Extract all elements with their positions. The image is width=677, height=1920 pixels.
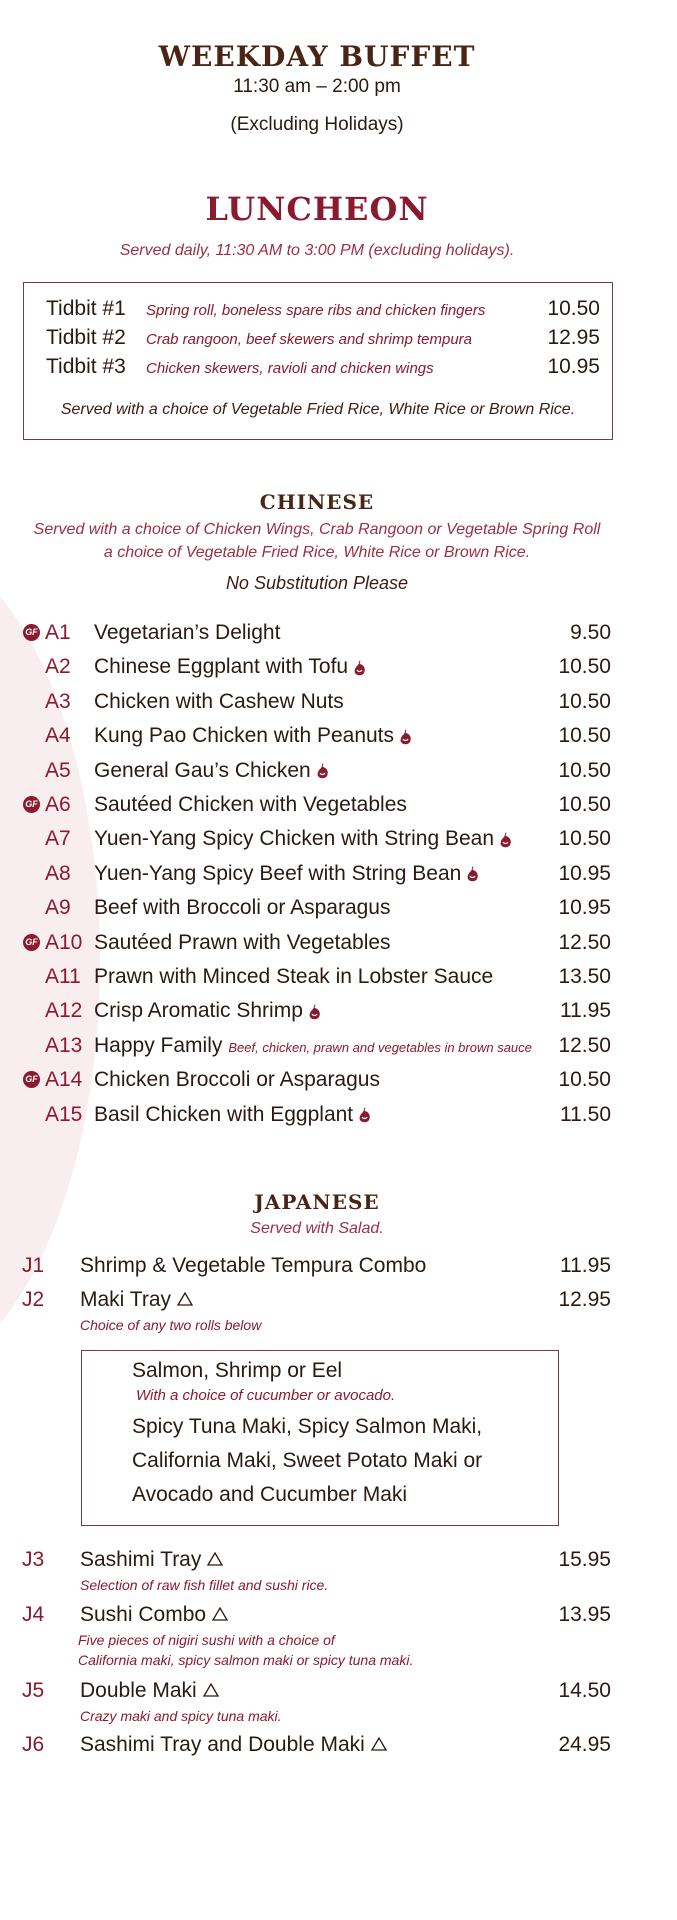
item-price: 11.95 [560,1254,611,1277]
menu-item [0,928,611,958]
item-price: 10.50 [558,1068,611,1092]
item-code: A6 [45,793,71,816]
item-name: Sautéed Prawn with Vegetables [94,930,391,954]
item-name: Chicken with Cashew Nuts [94,689,344,713]
item-description: Beef, chicken, prawn and vegetables in brown sauce [228,1039,532,1055]
item-name: Beef with Broccoli or Asparagus [94,896,391,920]
item-price: 24.95 [558,1733,611,1756]
item-name: Vegetarian’s Delight [94,621,281,644]
tidbit-label: Tidbit #2 [46,326,126,349]
triangle-raw-icon [212,1607,228,1621]
maki-box-line: California Maki, Sweet Potato Maki or [132,1449,483,1472]
maki-box-line: Avocado and Cucumber Maki [132,1483,408,1506]
tidbit-price: 12.95 [547,326,600,349]
item-code: A2 [45,655,71,679]
weekday-buffet-title: WEEKDAY BUFFET [158,40,476,73]
tidbit-row [46,326,600,356]
menu-item [0,1100,611,1130]
item-name: Sautéed Chicken with Vegetables [94,793,407,816]
chili-pepper-icon [357,1106,372,1124]
menu-item [22,1603,611,1673]
menu-item [0,652,611,682]
menu-item [22,1254,611,1284]
menu-item [0,996,611,1026]
menu-item [0,618,611,648]
item-code: A15 [45,1102,83,1126]
chinese-note-line1: Served with a choice of Chicken Wings, Crab Rangoon or Vegetable Spring Roll [33,521,601,538]
item-price: 13.95 [558,1603,611,1626]
item-name: Prawn with Minced Steak in Lobster Sauce [94,965,494,988]
menu-item [0,721,611,751]
item-code: A3 [45,689,71,713]
item-name: Double Maki [80,1679,197,1702]
item-price: 10.50 [558,655,611,679]
item-name: Happy Family [94,1033,223,1057]
tidbit-desc: Spring roll, boneless spare ribs and chicken fingers [146,302,486,319]
item-name: Chicken Broccoli or Asparagus [94,1068,380,1092]
item-price: 11.50 [560,1102,611,1126]
menu-item [0,859,611,889]
item-name: Chinese Eggplant with Tofu [94,655,349,679]
weekday-buffet-note: (Excluding Holidays) [230,114,404,135]
chinese-title: CHINESE [259,490,375,514]
menu-item [0,687,611,717]
tidbit-box [23,282,613,440]
item-price: 10.95 [558,861,611,885]
item-name: Yuen-Yang Spicy Chicken with String Bean [94,827,495,851]
item-name: Kung Pao Chicken with Peanuts [94,724,395,748]
item-price: 14.50 [558,1679,611,1702]
tidbit-label: Tidbit #1 [46,297,126,320]
item-name: Crisp Aromatic Shrimp [94,999,303,1023]
menu-item [0,962,611,992]
item-code: A8 [45,861,71,885]
maki-box-note: With a choice of cucumber or avocado. [136,1387,396,1404]
item-code: J6 [22,1733,45,1756]
item-description: California maki, spicy salmon maki or spicy tuna maki. [78,1652,414,1668]
triangle-raw-icon [177,1292,193,1306]
menu-item [22,1548,611,1600]
tidbit-price: 10.50 [547,297,600,320]
item-code: A14 [45,1068,83,1092]
item-code: J5 [22,1679,45,1702]
maki-box-line: Salmon, Shrimp or Eel [132,1359,343,1382]
item-code: J1 [22,1254,45,1277]
triangle-raw-icon [203,1683,219,1697]
menu-item [22,1288,611,1340]
item-name: Yuen-Yang Spicy Beef with String Bean [94,861,462,885]
item-price: 10.50 [558,793,611,816]
item-price: 12.50 [558,1033,611,1057]
item-price: 10.50 [558,758,611,782]
item-name: Shrimp & Vegetable Tempura Combo [80,1254,427,1277]
item-name: Sashimi Tray [80,1548,202,1571]
chili-pepper-icon [498,831,513,849]
japanese-title: JAPANESE [254,1190,380,1214]
item-description: Crazy maki and spicy tuna maki. [80,1708,282,1724]
item-price: 9.50 [570,621,611,644]
item-price: 12.50 [558,930,611,954]
chinese-note-line2: a choice of Vegetable Fried Rice, White Rice or Brown Rice. [103,544,531,561]
chili-pepper-icon [315,762,330,780]
item-code: A9 [45,896,71,920]
triangle-raw-icon [207,1552,223,1566]
item-code: J4 [22,1603,45,1626]
menu-item [0,824,611,854]
item-name: Maki Tray [80,1288,172,1311]
item-code: A13 [45,1033,83,1057]
gluten-free-badge-icon: GF [23,796,40,813]
gluten-free-badge-icon: GF [23,1071,40,1088]
chili-pepper-icon [352,659,367,677]
item-name: Sushi Combo [80,1603,207,1626]
gluten-free-badge-icon: GF [23,934,40,951]
menu-item [22,1733,611,1763]
item-code: A5 [45,758,71,782]
item-description: Selection of raw fish fillet and sushi rice. [80,1577,329,1593]
item-price: 10.50 [558,689,611,713]
item-price: 12.95 [558,1288,611,1311]
item-name: Sashimi Tray and Double Maki [80,1733,365,1756]
chinese-no-substitution: No Substitution Please [225,573,409,593]
tidbit-label: Tidbit #3 [46,355,126,378]
chinese-menu-list [0,618,611,1138]
item-code: J3 [22,1548,45,1571]
tidbit-row [46,355,600,385]
tidbit-row [46,297,600,327]
tidbit-price: 10.95 [547,355,600,378]
item-name: Basil Chicken with Eggplant [94,1102,354,1126]
menu-item [0,1031,611,1061]
item-price: 15.95 [558,1548,611,1571]
chili-pepper-icon [307,1003,322,1021]
tidbit-desc: Chicken skewers, ravioli and chicken wings [146,360,434,377]
japanese-note: Served with Salad. [250,1220,384,1237]
item-name: General Gau’s Chicken [94,758,311,782]
item-code: J2 [22,1288,45,1311]
luncheon-title: LUNCHEON [205,190,429,228]
menu-item [0,790,611,820]
tidbit-desc: Crab rangoon, beef skewers and shrimp tempura [146,331,473,348]
item-price: 13.50 [558,965,611,988]
gluten-free-badge-icon: GF [23,624,40,641]
luncheon-note: Served daily, 11:30 AM to 3:00 PM (excluding holidays). [119,242,515,259]
menu-item [0,756,611,786]
item-code: A4 [45,724,71,748]
menu-item [0,1065,611,1095]
menu-item [22,1679,611,1731]
menu-item [0,893,611,923]
item-price: 10.95 [558,896,611,920]
triangle-raw-icon [371,1737,387,1751]
item-description: Five pieces of nigiri sushi with a choice of [78,1632,335,1648]
item-price: 10.50 [558,827,611,851]
item-code: A11 [45,965,81,988]
maki-choice-box [81,1350,559,1526]
item-code: A1 [45,621,71,644]
item-price: 10.50 [558,724,611,748]
item-code: A12 [45,999,83,1023]
weekday-buffet-hours: 11:30 am – 2:00 pm [233,76,401,97]
tidbit-served-with: Served with a choice of Vegetable Fried Rice, White Rice or Brown Rice. [60,401,576,418]
item-code: A10 [45,930,83,954]
item-description: Choice of any two rolls below [80,1317,262,1333]
item-price: 11.95 [560,999,611,1023]
item-code: A7 [45,827,71,851]
chili-pepper-icon [465,865,480,883]
maki-box-line: Spicy Tuna Maki, Spicy Salmon Maki, [132,1415,483,1438]
chili-pepper-icon [398,728,413,746]
